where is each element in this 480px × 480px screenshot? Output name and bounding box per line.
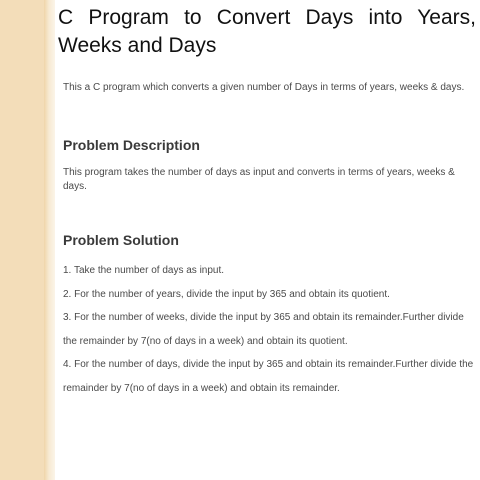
left-decorative-band — [0, 0, 44, 480]
solution-step: 2. For the number of years, divide the input by 365 and obtain its quotient. — [63, 288, 390, 300]
solution-step: 4. For the number of days, divide the input by 365 and obtain its remainder.Further divide the remainder by 7(no of days in a week) and obtain its remainder. — [63, 359, 474, 394]
solution-step: 3. For the number of weeks, divide the input by 365 and obtain its remainder.Further divide the remainder by 7(no of days in a week) and obtain its quotient. — [63, 312, 464, 347]
solution-step: 1. Take the number of days as input. — [63, 265, 225, 276]
solution-steps-list — [63, 259, 475, 400]
intro-text: This a C program which converts a given number of Days in terms of years, weeks & days. — [63, 82, 465, 93]
left-band-gradient-edge — [44, 0, 55, 480]
problem-description-text: This program takes the number of days as input and converts in terms of years, weeks & days. — [63, 167, 455, 192]
problem-description-heading: Problem Description — [63, 137, 200, 153]
page-title: C Program to Convert Days into Years, Weeks and Days — [58, 6, 476, 57]
problem-solution-heading: Problem Solution — [63, 232, 179, 248]
article-content — [63, 81, 475, 400]
